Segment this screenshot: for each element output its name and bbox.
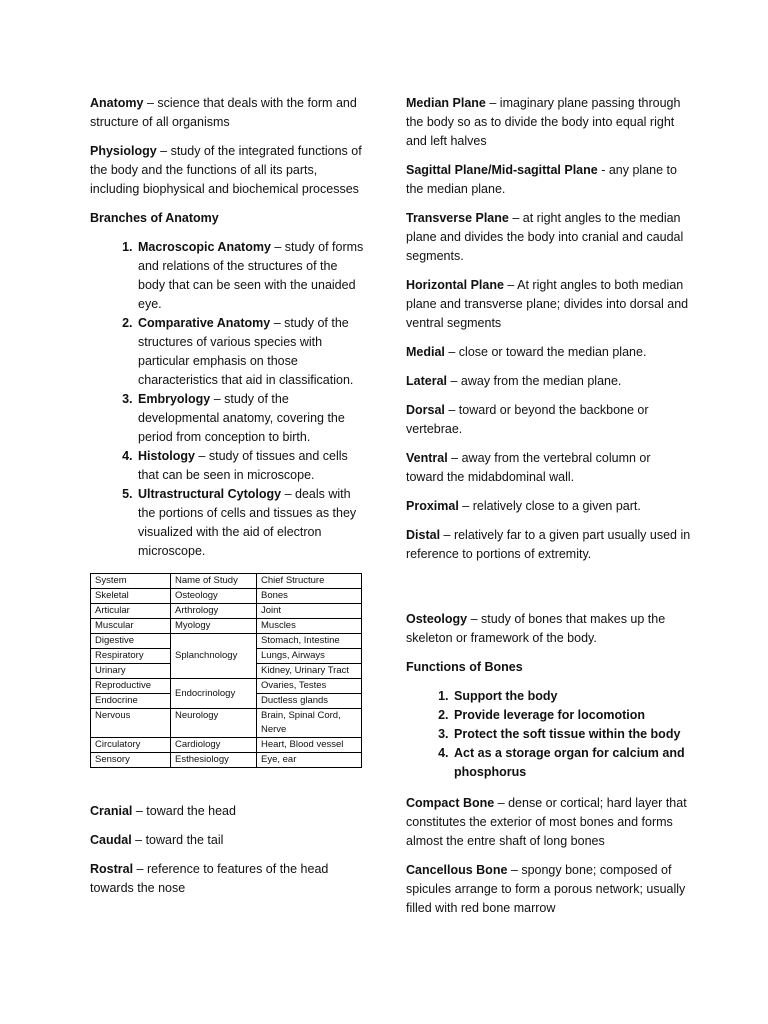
list-item: 2. Comparative Anatomy – study of the structures of various species with particular emphasis on those characteristics that aid in classification.	[136, 314, 365, 390]
ventral-definition: Ventral – away from the vertebral column or toward the midabdominal wall.	[406, 451, 651, 484]
functions-list	[406, 687, 691, 782]
column-header: System	[91, 574, 171, 589]
table-row: Urinary Kidney, Urinary Tract	[91, 664, 362, 679]
column-header: Chief Structure	[257, 574, 362, 589]
sagittal-plane-definition: Sagittal Plane/Mid-sagittal Plane - any plane to the median plane.	[406, 163, 677, 196]
list-item: 1. Support the body	[452, 687, 691, 706]
list-item: 3. Embryology – study of the developmental anatomy, covering the period from conception to birth.	[136, 390, 365, 447]
proximal-definition: Proximal – relatively close to a given part.	[406, 499, 641, 513]
list-item: 2. Provide leverage for locomotion	[452, 706, 691, 725]
caudal-definition: Caudal – toward the tail	[90, 833, 224, 847]
table-row: Skeletal Osteology Bones	[91, 589, 362, 604]
table-row: Reproductive Endocrinology Ovaries, Testes	[91, 679, 362, 694]
median-plane-definition: Median Plane – imaginary plane passing through the body so as to divide the body into equal right and left halves	[406, 96, 681, 148]
list-item: 4. Act as a storage organ for calcium and phosphorus	[452, 744, 691, 782]
list-item: 5. Ultrastructural Cytology – deals with the portions of cells and tissues as they visualized with the aid of electron microscope.	[136, 485, 365, 561]
distal-definition: Distal – relatively far to a given part usually used in reference to portions of extremity.	[406, 528, 691, 561]
systems-table	[90, 573, 362, 768]
physiology-definition: Physiology – study of the integrated functions of the body and the functions of all its parts, including biophysical and biochemical processes	[90, 144, 362, 196]
cancellous-bone-definition: Cancellous Bone – spongy bone; composed of spicules arrange to form a porous network; usually filled with red bone marrow	[406, 863, 686, 915]
table-row: Endocrine Ductless glands	[91, 694, 362, 709]
list-item: 4. Histology – study of tissues and cells that can be seen in microscope.	[136, 447, 365, 485]
table-row: Muscular Myology Muscles	[91, 619, 362, 634]
osteology-definition: Osteology – study of bones that makes up the skeleton or framework of the body.	[406, 612, 666, 645]
table-header-row	[91, 574, 362, 589]
horizontal-plane-definition: Horizontal Plane – At right angles to both median plane and transverse plane; divides into dorsal and ventral segments	[406, 278, 689, 330]
cranial-definition: Cranial – toward the head	[90, 804, 236, 818]
compact-bone-definition: Compact Bone – dense or cortical; hard layer that constitutes the exterior of most bones and forms almost the entre shaft of long bones	[406, 796, 687, 848]
branches-list	[90, 238, 365, 561]
dorsal-definition: Dorsal – toward or beyond the backbone or vertebrae.	[406, 403, 649, 436]
left-column	[90, 94, 365, 908]
table-row: Nervous Neurology Brain, Spinal Cord, Nerve	[91, 709, 362, 738]
section-spacer	[406, 574, 691, 610]
transverse-plane-definition: Transverse Plane – at right angles to the median plane and divides the body into cranial and caudal segments.	[406, 211, 684, 263]
right-column	[406, 94, 691, 928]
table-row: Respiratory Lungs, Airways	[91, 649, 362, 664]
lateral-definition: Lateral – away from the median plane.	[406, 374, 622, 388]
medial-definition: Medial – close or toward the median plane.	[406, 345, 647, 359]
column-header: Name of Study	[171, 574, 257, 589]
rostral-definition: Rostral – reference to features of the head towards the nose	[90, 862, 329, 895]
table-row: Circulatory Cardiology Heart, Blood vessel	[91, 738, 362, 753]
functions-heading: Functions of Bones	[406, 660, 523, 674]
anatomy-definition: Anatomy – science that deals with the form and structure of all organisms	[90, 96, 357, 129]
table-row: Sensory Esthesiology Eye, ear	[91, 753, 362, 768]
list-item: 1. Macroscopic Anatomy – study of forms and relations of the structures of the body that can be seen with the unaided eye.	[136, 238, 365, 314]
list-item: 3. Protect the soft tissue within the body	[452, 725, 691, 744]
branches-heading: Branches of Anatomy	[90, 211, 219, 225]
table-row: Digestive Splanchnology Stomach, Intestine	[91, 634, 362, 649]
table-row: Articular Arthrology Joint	[91, 604, 362, 619]
